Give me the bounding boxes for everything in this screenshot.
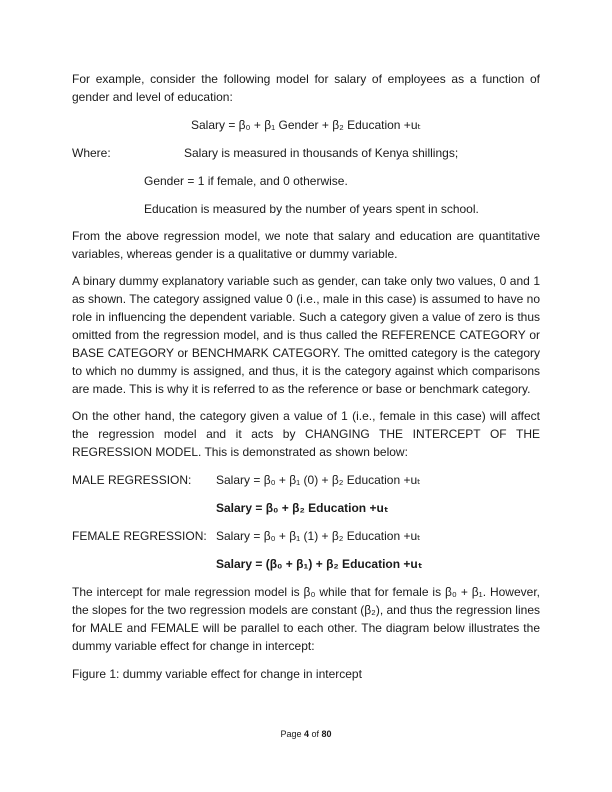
education-definition: Education is measured by the number of years spent in school. [144,202,479,216]
salary-definition: Salary is measured in thousands of Kenya shillings; [184,146,459,160]
female-simplified-row [72,555,540,573]
page-footer [0,729,612,739]
where-label: Where: [72,146,111,160]
footer-prefix: Page [280,729,304,739]
quantitative-paragraph: From the above regression model, we note that salary and education are quantitative variables, whereas gender is a qualitative or dummy variable. [72,229,540,261]
footer-of: of [309,729,322,739]
female-category-paragraph: On the other hand, the category given a value of 1 (i.e., female in this case) will affect the regression model and it acts by CHANGING THE INTERCEPT OF THE REGRESSION MODEL. This is demonstrated as shown below: [72,409,540,459]
male-regression-row [72,471,540,489]
intro-paragraph: For example, consider the following model for salary of employees as a function of gender and level of education: [72,72,540,104]
male-regression-label: MALE REGRESSION: [72,473,192,487]
total-page-count: 80 [321,729,332,739]
female-simplified-equation: Salary = (β₀ + β₁) + β₂ Education +uₜ [216,557,423,571]
female-regression-row [72,527,540,545]
figure-caption: Figure 1: dummy variable effect for change in intercept [72,667,362,681]
intercept-paragraph: The intercept for male regression model is β₀ while that for female is β₀ + β₁. However, the slopes for the two regression models are constant (β₂), and thus the regression lines for MALE and FEMALE will be parallel to each other. The diagram below illustrates the dummy variable effect for change in intercept: [72,585,540,653]
male-simplified-equation: Salary = β₀ + β₂ Education +uₜ [216,501,389,515]
page-body [72,70,540,683]
model-equation: Salary = β₀ + β₁ Gender + β₂ Education +uₜ [190,118,422,132]
gender-definition: Gender = 1 if female, and 0 otherwise. [144,174,348,188]
where-salary-row [72,144,540,162]
male-simplified-row [72,499,540,517]
female-regression-equation: Salary = β₀ + β₁ (1) + β₂ Education +uₜ [216,529,421,543]
binary-dummy-paragraph: A binary dummy explanatory variable such as gender, can take only two values, 0 and 1 as shown. The category assigned value 0 (i.e., male in this case) is assumed to have no role in influencing the dependent variable. Such a category given a value of zero is thus omitted from the regression model, and is thus called the REFERENCE CATEGORY or BASE CATEGORY or BENCHMARK CATEGORY. The omitted category is the category to which no dummy is assigned, and thus, it is the category against which comparisons are made. This is why it is referred to as the reference or base or benchmark category. [72,274,540,396]
current-page-number: 4 [303,729,309,739]
male-regression-equation: Salary = β₀ + β₁ (0) + β₂ Education +uₜ [216,473,421,487]
female-regression-label: FEMALE REGRESSION: [72,529,207,543]
